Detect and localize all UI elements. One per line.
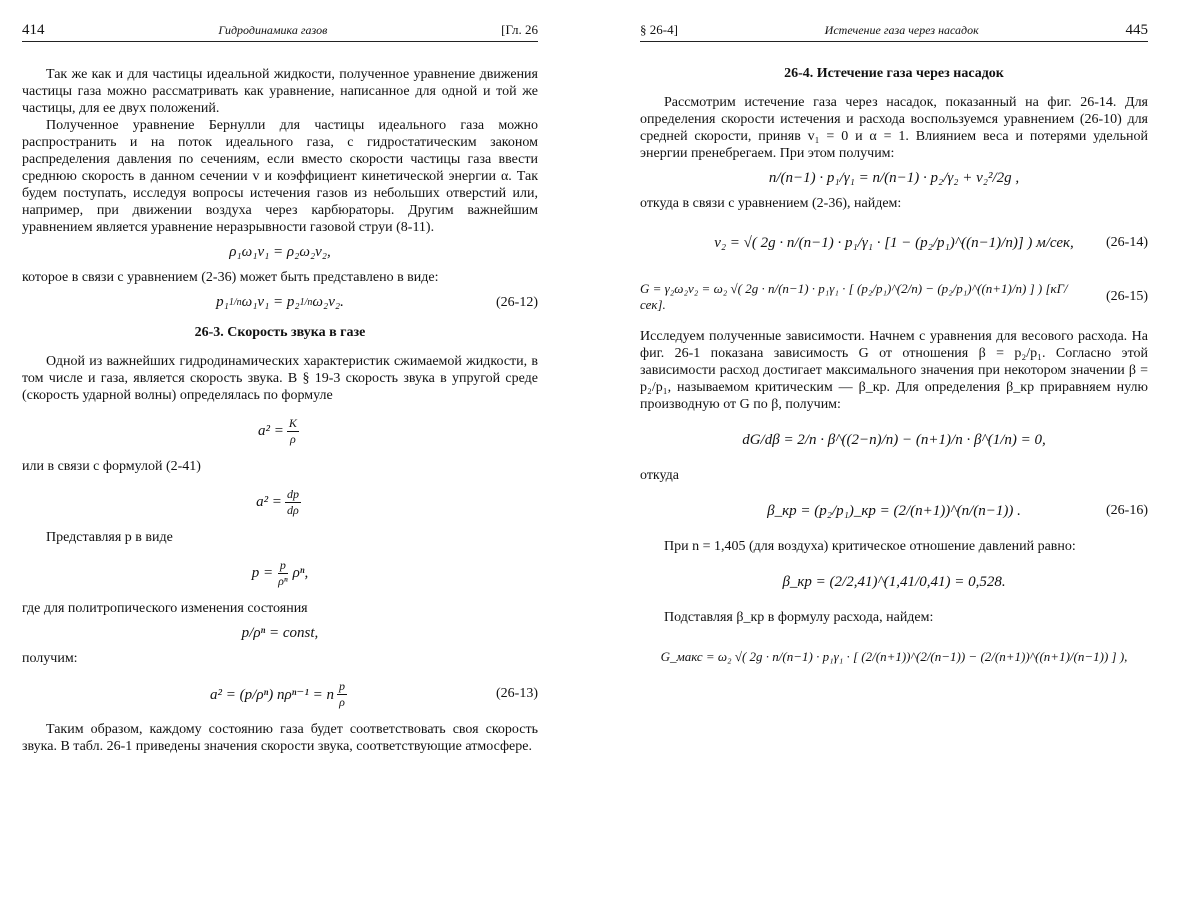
left-running-title: Гидродинамика газов: [218, 23, 328, 37]
equation-26-16: [640, 492, 1148, 530]
right-running-head: [640, 22, 1148, 42]
eq-a2b-numerator: dp: [286, 486, 299, 501]
eq-12-mid: ω₁v₁ = p₂: [241, 294, 300, 310]
right-paragraph-4: откуда: [640, 468, 679, 483]
eq-p-rhs: ρⁿ,: [292, 564, 309, 581]
eq-p-numerator: p: [279, 557, 286, 572]
left-paragraph-5: или в связи с формулой (2-41): [22, 459, 201, 474]
eq-bernoulli-text: n/(n−1) · p₁/γ₁ = n/(n−1) · p₂/γ₂ + v₂²/2g ,: [768, 170, 1020, 186]
eq-p-lhs: p =: [251, 564, 274, 581]
eq-a2-fraction: [287, 416, 299, 447]
equation-continuity: [22, 244, 538, 261]
left-paragraph-1: Так же как и для частицы идеальной жидкости, полученное уравнение движения частицы газа можно рассматривать как уравнение, написанное для одной и той же частицы, для ее двух положений.: [22, 67, 538, 116]
equation-number-26-15: (26-15): [1106, 289, 1148, 304]
eq-12-exp-2: 1/n: [299, 297, 313, 308]
left-paragraph-9: Таким образом, каждому состоянию газа будет соответствовать своя скорость звука. В табл. 26-1 приведены значения скорости звука, соответствующие атмосфере.: [22, 722, 538, 754]
left-paragraph-7: где для политропического изменения состояния: [22, 601, 308, 616]
left-paragraph-4: Одной из важнейших гидродинамических характеристик сжимаемой жидкости, в том числе и газа, является скорость звука. В § 19-3 скорость звука в упругой среде (скорость ударной волны) определялась по формуле: [22, 354, 538, 403]
eq-a2-denominator: ρ: [290, 431, 296, 446]
right-paragraph-6: Подставляя β_кр в формулу расхода, найдем:: [664, 610, 934, 625]
equation-g-max: [640, 634, 1148, 680]
left-paragraph-6: Представляя p в виде: [46, 530, 173, 545]
equation-number-26-13: (26-13): [496, 686, 538, 701]
equation-number-26-14: (26-14): [1106, 235, 1148, 250]
equation-number-26-12: (26-12): [496, 294, 538, 310]
right-running-title: Истечение газа через насадок: [824, 23, 979, 37]
equation-continuity-text: ρ₁ω₁v₁ = ρ₂ω₂v₂,: [229, 244, 331, 260]
section-heading-26-4: 26-4. Истечение газа через насадок: [784, 66, 1004, 81]
equation-derivative: [640, 421, 1148, 459]
left-running-head: [22, 22, 538, 42]
eq-13-lhs: a² = (p/ρⁿ) nρⁿ⁻¹ = n: [210, 686, 334, 703]
eq-a2b-fraction: [285, 487, 301, 518]
left-paragraph-3: которое в связи с уравнением (2-36) может быть представлено в виде:: [22, 270, 439, 285]
eq-value-text: β_кр = (2/2,41)^(1,41/0,41) = 0,528.: [782, 573, 1006, 590]
equation-26-12: [22, 294, 538, 311]
eq-p-fraction: [276, 558, 290, 589]
eq-15-text: G = γ₂ω₂v₂ = ω₂ √( 2g · n/(n−1) · p₁γ₁ · [ (p₂/p₁)^(2/n) − (p₂/p₁)^((n+1)/n) ] ) [кГ/сек].: [640, 281, 1068, 312]
eq-const-text: p/ρⁿ = const,: [241, 625, 319, 641]
eq-12-left: p₁: [216, 294, 229, 310]
equation-sound-speed-2: [22, 483, 538, 521]
left-paragraph-8: получим:: [22, 651, 78, 666]
left-chapter-ref: [Гл. 26: [501, 22, 538, 37]
eq-a2-lhs: a² =: [258, 422, 284, 439]
eq-13-numerator: p: [338, 678, 345, 693]
equation-26-15: [640, 274, 1148, 320]
equation-bernoulli-gas: [640, 170, 1148, 187]
equation-26-13: [22, 675, 538, 713]
eq-deriv-text: dG/dβ = 2/n · β^((2−n)/n) − (n+1)/n · β^(1/n) = 0,: [742, 431, 1046, 448]
eq-13-fraction: [337, 679, 347, 710]
right-paragraph-2: откуда в связи с уравнением (2-36), найдем:: [640, 196, 902, 211]
right-page: [600, 0, 1200, 902]
right-paragraph-3: Исследуем полученные зависимости. Начнем с уравнения для весового расхода. На фиг. 26-1 показана зависимость G от отношения β = p₂/p₁. Согласно этой зависимости расход достигает максимального значения при некотором значении β = p₂/p₁, называемом критическим — β_кр. Для определения β_кр приравняем нулю производную от G по β, получим:: [640, 329, 1148, 412]
equation-critical-value: [640, 563, 1148, 601]
equation-26-14: [640, 220, 1148, 266]
eq-14-text: v₂ = √( 2g · n/(n−1) · p₁/γ₁ · [1 − (p₂/p₁)^((n−1)/n)] ) м/сек,: [714, 234, 1074, 251]
eq-a2-numerator: K: [288, 415, 297, 430]
right-paragraph-5: При n = 1,405 (для воздуха) критическое отношение давлений равно:: [664, 539, 1076, 554]
eq-a2b-lhs: a² =: [256, 493, 282, 510]
eq-a2b-denominator: dρ: [287, 502, 299, 517]
eq-13-denominator: ρ: [339, 694, 345, 709]
right-paragraph-1: Рассмотрим истечение газа через насадок, показанный на фиг. 26-14. Для определения скорости истечения и расхода воспользуемся уравнением (26-10) для средней скорости, приняв v₁ = 0 и α = 1. Влиянием веса и потерями удельной энергии пренебрегаем. При этом получим:: [640, 95, 1148, 161]
equation-polytropic: [22, 625, 538, 642]
equation-sound-speed-1: [22, 412, 538, 450]
eq-gmax-text: G_макс = ω₂ √( 2g · n/(n−1) · p₁γ₁ · [ (2/(n+1))^(2/(n−1)) − (2/(n+1))^((n+1)/(n−1)) ] ),: [660, 649, 1128, 664]
eq-12-right: ω₂v₂.: [312, 294, 344, 310]
right-page-number: 445: [1125, 22, 1148, 38]
eq-p-denominator: ρⁿ: [278, 573, 288, 588]
left-paragraph-2: Полученное уравнение Бернулли для частицы идеального газа можно распространить и на поток идеального газа, с гидростатическим законом распределения давления по сечениям, если вместо скорости частицы газа ввести среднюю скорость в данном сечении v и коэффициент кинетической энергии α. Так будем поступать, исследуя вопросы истечения газов из небольших отверстий или, например, при движении воздуха через карбюраторы. Другим важнейшим уравнением является уравнение неразрывности газовой струи (8-11).: [22, 118, 538, 235]
eq-16-text: β_кр = (p₂/p₁)_кр = (2/(n+1))^(n/(n−1)) .: [767, 502, 1021, 519]
left-page-number: 414: [22, 22, 45, 38]
equation-number-26-16: (26-16): [1106, 503, 1148, 518]
eq-12-exp-1: 1/n: [228, 297, 242, 308]
section-heading-26-3: 26-3. Скорость звука в газе: [194, 325, 366, 340]
equation-pressure-form: [22, 554, 538, 592]
right-section-ref: § 26-4]: [640, 22, 678, 37]
